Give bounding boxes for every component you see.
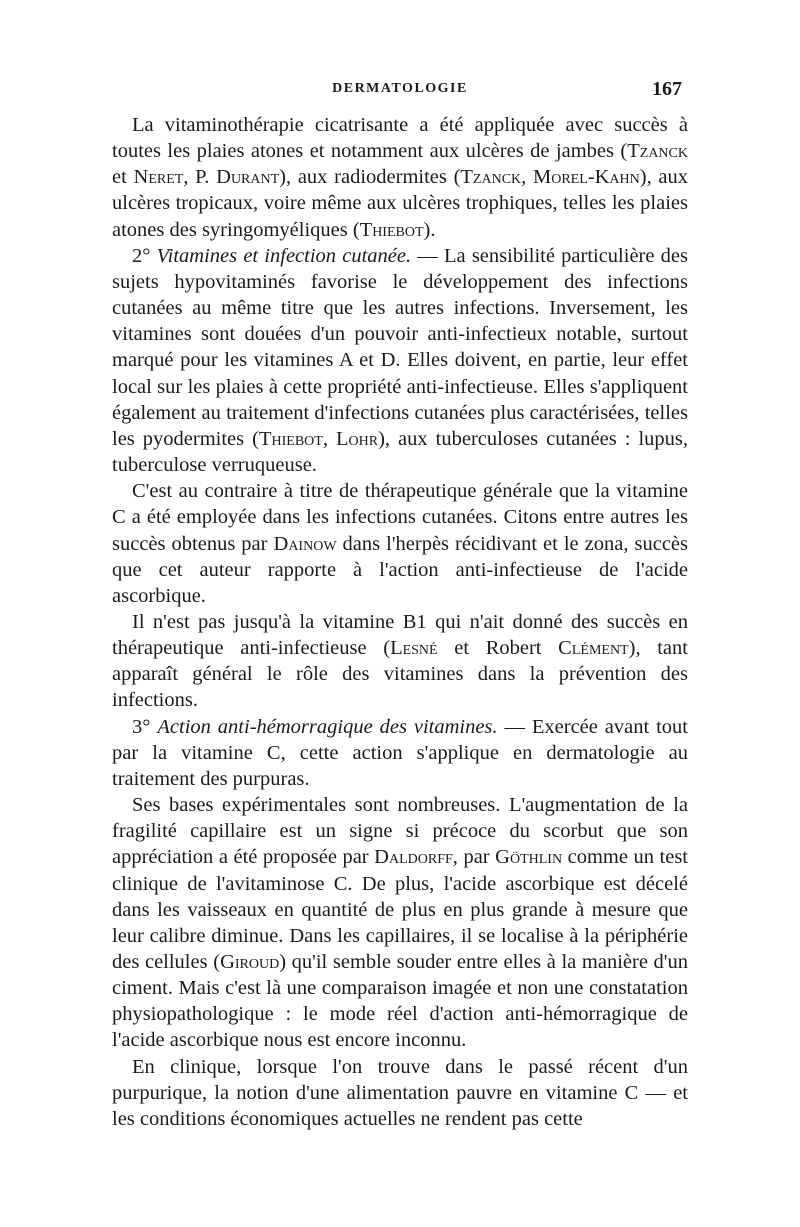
paragraph: 2° Vitamines et infection cutanée. — La sensibilité particulière des sujets hypovitaminés favorise le développement des infections cutanées au même titre que les autres infections. Inversement, les vitamines sont douées d'un pouvoir anti-infectieux notable, surtout marqué pour les vitamines A et D. Elles doivent, en partie, leur effet local sur les plaies à cette propriété anti-infectieuse. Elles s'appliquent également au traitement d'infections cutanées plus caractérisées, telles les pyodermites (Thiebot, Lohr), aux tuberculoses cutanées : lupus, tuberculose verruqueuse. <box>112 244 688 477</box>
author-name: Lesné <box>390 637 438 660</box>
paragraph: Il n'est pas jusqu'à la vitamine B1 qui n'ait donné des succès en thérapeutique anti-infectieuse (Lesné et Robert Clément), tant apparaît général le rôle des vitamines dans la prévention des infections. <box>112 610 688 712</box>
author-name: Thiebot <box>359 218 424 241</box>
author-name: Dainow <box>273 532 337 555</box>
author-name: Durant <box>216 166 280 189</box>
author-name: Tzanck <box>627 140 688 163</box>
author-name: Göthlin <box>495 846 563 869</box>
body-text <box>112 112 688 1132</box>
section-heading: Vitamines et infection cutanée. <box>156 244 412 267</box>
author-name: Morel-Kahn <box>533 166 640 189</box>
author-name: Clément <box>558 637 629 660</box>
running-title: DERMATOLOGIE <box>332 81 468 96</box>
author-name: Tzanck <box>460 166 522 189</box>
section-heading: Action anti-hémorragique des vitamines. <box>157 715 498 738</box>
paragraph: 3° Action anti-hémorragique des vitamines. — Exercée avant tout par la vitamine C, cette action s'applique en dermatologie au traitement des purpuras. <box>112 715 689 790</box>
paragraph: En clinique, lorsque l'on trouve dans le passé récent d'un purpurique, la notion d'une alimentation pauvre en vitamine C — et les conditions économiques actuelles ne rendent pas cette <box>112 1055 688 1130</box>
page-number: 167 <box>652 78 682 100</box>
author-name: Thiebot <box>258 427 323 450</box>
author-name: Daldorff <box>374 846 453 869</box>
author-name: Giroud <box>220 951 280 973</box>
paragraph: La vitaminothérapie cicatrisante a été appliquée avec succès à toutes les plaies atones et notamment aux ulcères de jambes (Tzanck et Neret, P. Durant), aux radiodermites (Tzanck, Morel-Kahn), aux ulcères tropicaux, voire même aux ulcères trophiques, telles les plaies atones des syringomyéliques (Thiebot). <box>112 114 689 241</box>
author-name: Lohr <box>335 427 379 450</box>
paragraph: C'est au contraire à titre de thérapeutique générale que la vitamine C a été employée dans les infections cutanées. Citons entre autres les succès obtenus par Dainow dans l'herpès récidivant et le zona, succès que cet auteur rapporte à l'action anti-infectieuse de l'acide ascorbique. <box>112 480 689 607</box>
paragraph: Ses bases expérimentales sont nombreuses. L'augmentation de la fragilité capillaire est un signe si précoce du scorbut que son appréciation a été proposée par Daldorff, par Göthlin comme un test clinique de l'avitaminose C. De plus, l'acide ascorbique est décelé dans les vaisseaux en quantité de plus en plus grande à mesure que leur calibre diminue. Dans les capillaires, il se localise à la périphérie des cellules (Giroud) qu'il semble souder entre elles à la manière d'un ciment. Mais c'est là une comparaison imagée et non une constatation physiopathologique : le mode réel d'action anti-hémorragique de l'acide ascorbique nous est encore inconnu. <box>112 794 689 1052</box>
running-head <box>0 78 800 102</box>
author-name: Neret <box>133 166 184 189</box>
